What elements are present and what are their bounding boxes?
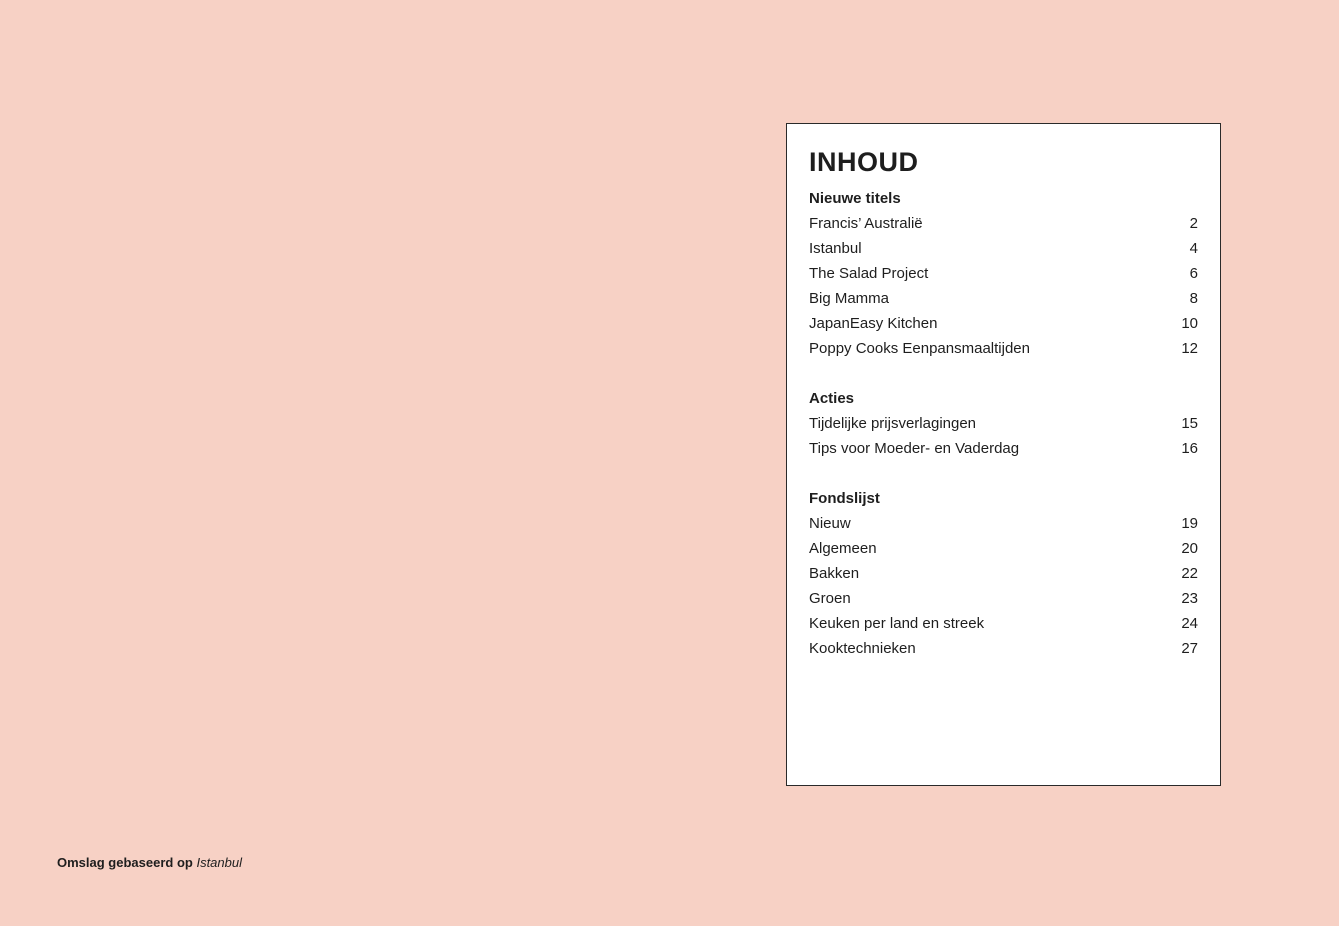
toc-entry-label: Tips voor Moeder- en Vaderdag	[809, 440, 1020, 457]
toc-section-heading: Nieuwe titels	[809, 190, 901, 207]
cover-note-prefix: Omslag gebaseerd op	[57, 855, 193, 870]
toc-entry-page: 12	[1181, 340, 1198, 357]
toc-entry-label: Keuken per land en streek	[809, 615, 985, 632]
toc-entry-page: 2	[1189, 215, 1198, 232]
toc-entry-page: 19	[1181, 515, 1198, 532]
toc-entry-page: 10	[1181, 315, 1198, 332]
toc-entry[interactable]	[809, 511, 1198, 536]
toc-entry-page: 16	[1181, 440, 1198, 457]
toc-entry-label: Poppy Cooks Eenpansmaaltijden	[809, 340, 1030, 357]
toc-entry[interactable]	[809, 636, 1198, 661]
toc-entry[interactable]	[809, 311, 1198, 336]
toc-entry-label: The Salad Project	[809, 265, 929, 282]
toc-entry-label: Kooktechnieken	[809, 640, 916, 657]
toc-entry[interactable]	[809, 586, 1198, 611]
toc-entry-page: 24	[1181, 615, 1198, 632]
toc-entry-page: 8	[1189, 290, 1198, 307]
toc-section-acties	[809, 386, 1198, 461]
toc-entry-page: 4	[1189, 240, 1198, 257]
toc-entry-page: 22	[1181, 565, 1198, 582]
cover-note-title: Istanbul	[196, 855, 242, 870]
toc-entry-page: 15	[1181, 415, 1198, 432]
toc-entry-label: Algemeen	[809, 540, 877, 557]
toc-entry-label: Big Mamma	[809, 290, 890, 307]
toc-entry[interactable]	[809, 236, 1198, 261]
toc-section-heading: Fondslijst	[809, 490, 880, 507]
toc-entry[interactable]	[809, 436, 1198, 461]
table-of-contents-panel	[786, 123, 1221, 786]
toc-entry[interactable]	[809, 536, 1198, 561]
toc-entry-label: Bakken	[809, 565, 860, 582]
toc-entry[interactable]	[809, 211, 1198, 236]
toc-entry-label: Groen	[809, 590, 851, 607]
toc-entry[interactable]	[809, 611, 1198, 636]
toc-entry[interactable]	[809, 561, 1198, 586]
toc-entry-label: Tijdelijke prijsverlagingen	[809, 415, 977, 432]
toc-title: INHOUD	[809, 147, 919, 177]
toc-entry[interactable]	[809, 261, 1198, 286]
toc-section-fondslijst	[809, 486, 1198, 661]
toc-entry[interactable]	[809, 411, 1198, 436]
toc-entry-page: 27	[1181, 640, 1198, 657]
toc-section-heading: Acties	[809, 390, 855, 407]
toc-entry-page: 20	[1181, 540, 1198, 557]
toc-entry-label: JapanEasy Kitchen	[809, 315, 938, 332]
toc-entry-page: 23	[1181, 590, 1198, 607]
cover-note	[57, 854, 242, 872]
toc-entry-label: Francis’ Australië	[809, 215, 923, 232]
toc-entry-label: Nieuw	[809, 515, 851, 532]
toc-section-nieuwe-titels	[809, 186, 1198, 361]
toc-entry-page: 6	[1189, 265, 1198, 282]
toc-entry-label: Istanbul	[809, 240, 862, 257]
toc-entry[interactable]	[809, 286, 1198, 311]
toc-sections	[809, 186, 1198, 686]
toc-entry[interactable]	[809, 336, 1198, 361]
